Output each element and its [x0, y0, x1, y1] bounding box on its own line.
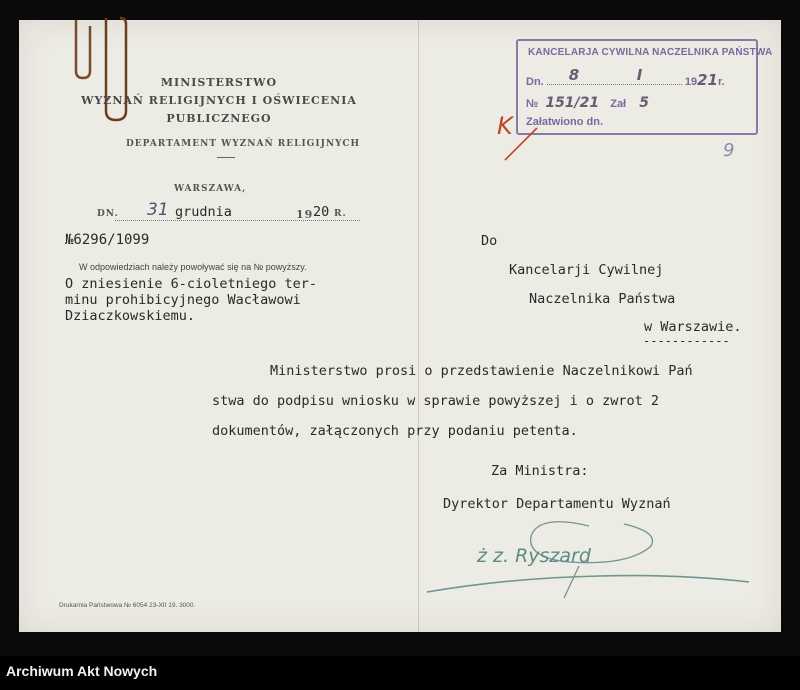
- stamp-day: 8: [568, 66, 580, 84]
- date-year-prefix: 19: [296, 208, 314, 221]
- date-line: [97, 200, 362, 224]
- red-mark: K: [497, 112, 513, 140]
- stamp-month: I: [636, 66, 643, 84]
- stamp-year-suffix: r.: [717, 76, 725, 88]
- body-line-2: stwa do podpisu wniosku w sprawie powyższej i o zwrot 2: [212, 393, 660, 409]
- date-year: 20: [313, 204, 330, 220]
- divider: [217, 157, 235, 158]
- addressee-city: w Warszawie.: [644, 319, 742, 335]
- addressee-underline: ------------: [643, 334, 730, 348]
- signature-text: ż z. Ryszard: [477, 545, 591, 567]
- body-line-1: Ministerstwo prosi o przedstawienie Naczelnikowi Pań: [270, 363, 693, 379]
- addressee-office: Kancelarji Cywilnej: [509, 262, 664, 278]
- stamp-zal-label: Zał: [610, 98, 627, 110]
- city: WARSZAWA,: [174, 184, 247, 194]
- stamp-dn-label: Dn.: [526, 76, 544, 88]
- date-prefix: DN.: [97, 209, 119, 219]
- addressee-title: Naczelnika Państwa: [529, 291, 676, 307]
- red-stroke: [503, 124, 543, 164]
- stamp-date-dots: [547, 66, 682, 85]
- stamp-settled-label: Załatwiono dn.: [526, 116, 603, 128]
- stamp-title: KANCELARJA CYWILNA NACZELNIKA PAŃSTWA: [528, 47, 773, 58]
- stamp-year: 21: [697, 71, 718, 89]
- addressee-to: Do: [481, 233, 498, 249]
- signature-director-title: Dyrektor Departamentu Wyznań: [443, 496, 671, 512]
- handwritten-signature: [419, 506, 759, 606]
- letterhead-ministry: MINISTERSTWO: [160, 76, 278, 89]
- stamp-no-value: 151/21: [545, 95, 600, 111]
- stamp-no-label: №: [526, 98, 539, 110]
- letterhead-ministry-name: WYZNAŃ RELIGIJNYCH I OŚWIECENIA: [81, 94, 357, 107]
- document-page: [19, 20, 781, 632]
- stamp-zal-value: 5: [639, 95, 649, 111]
- date-suffix: R.: [334, 209, 347, 219]
- paperclip-icon: [64, 16, 144, 126]
- reference-note: W odpowiedziach należy powoływać się na № powyższy.: [79, 262, 307, 272]
- subject-line-3: Dziaczkowskiemu.: [65, 308, 196, 324]
- printer-note: Drukarnia Państwowa № 6054 23-XII 19. 3000.: [59, 602, 196, 609]
- signature-for-minister: Za Ministra:: [491, 463, 589, 479]
- subject-line-1: O zniesienie 6-cioletniego ter-: [65, 276, 317, 292]
- subject-line-2: minu prohibicyjnego Wacławowi: [65, 292, 301, 308]
- letterhead-department: DEPARTAMENT WYZNAŃ RELIGIJNYCH: [125, 139, 360, 149]
- date-month: grudnia: [175, 204, 232, 220]
- archive-name: Archiwum Akt Nowych: [6, 663, 158, 679]
- registry-stamp: [516, 39, 773, 135]
- page-number: 9: [723, 140, 735, 161]
- date-day: 31: [147, 200, 169, 220]
- date-dotted-line: [115, 220, 360, 221]
- archive-footer: [0, 656, 800, 690]
- letterhead-ministry-name-end: PUBLICZNEGO: [166, 112, 272, 125]
- stamp-year-prefix: 19: [684, 76, 698, 88]
- body-line-3: dokumentów, załączonych przy podaniu petenta.: [212, 423, 578, 439]
- stamp-date-row: [526, 66, 725, 89]
- stamp-number-row: [526, 95, 649, 111]
- reference-number: №6296/1099: [65, 232, 150, 248]
